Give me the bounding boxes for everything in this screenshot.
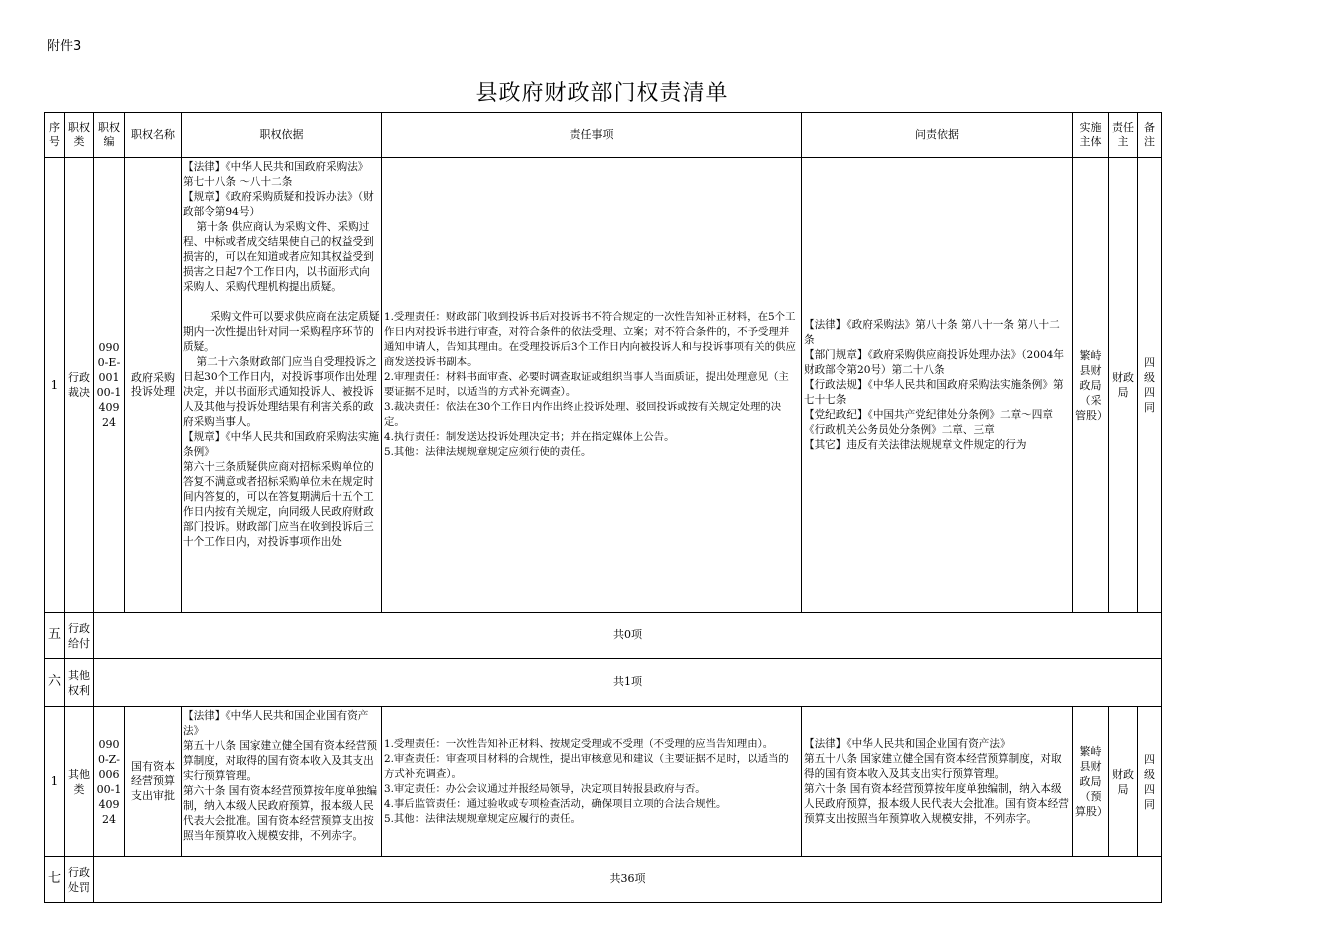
row1-seq: 1 xyxy=(45,158,65,613)
header-accountability: 问责依据 xyxy=(802,113,1073,158)
header-owner: 责任主 xyxy=(1109,113,1138,158)
section-row xyxy=(45,659,1162,707)
row1-subject: 繁峙县财政局（采管股） xyxy=(1073,158,1109,613)
header-basis: 职权依据 xyxy=(182,113,382,158)
section6-num: 六 xyxy=(45,659,65,707)
table-header-row xyxy=(45,113,1162,158)
table-row xyxy=(45,707,1162,857)
section7-num: 七 xyxy=(45,857,65,903)
row2-subject: 繁峙县财政局（预算股） xyxy=(1073,707,1109,857)
row2-owner: 财政局 xyxy=(1109,707,1138,857)
attachment-label: 附件3 xyxy=(47,39,82,54)
table-row xyxy=(45,158,1162,613)
row2-responsibility: 1.受理责任：一次性告知补正材料、按规定受理或不受理（不受理的应当告知理由）。 2.审查责任：审查项目材料的合规性，提出审核意见和建议（主要证据不足时，以适当的方式补充调查）。 3.审定责任：办公会议通过并报经局领导，决定项目转报县政府与否。 4.事后监管责任：通过验收或专项检查活动，确保项目立项的合法合规性。 5.其他：法律法规规章规定应履行的责任。 xyxy=(382,707,802,857)
row2-seq: 1 xyxy=(45,707,65,857)
header-responsibility: 责任事项 xyxy=(382,113,802,158)
row2-code: 0900-Z-00600-140924 xyxy=(94,707,125,857)
section7-label: 行政处罚 xyxy=(65,857,94,903)
header-seq: 序号 xyxy=(45,113,65,158)
row1-basis: 【法律】《中华人民共和国政府采购法》 第七十八条 ～八十二条 【规章】《政府采购质疑和投诉办法》（财政部令第94号） 第十条 供应商认为采购文件、采购过程、中标或者成交结果使自己的权益受到损害的，可以在知道或者应知其权益受到损害之日起7个工作日内，以书面形式向采购人、采购代理机构提出质疑。 采购文件可以要求供应商在法定质疑期内一次性提出针对同一采购程序环节的质疑。 第二十六条财政部门应当自受理投诉之日起30个工作日内，对投诉事项作出处理决定，并以书面形式通知投诉人、被投诉人及其他与投诉处理结果有利害关系的政府采购当事人。 【规章】《中华人民共和国政府采购法实施条例》 第六十三条质疑供应商对招标采购单位的答复不满意或者招标采购单位未在规定时间内答复的，可以在答复期满后十五个工作日内按有关规定，向同级人民政府财政部门投诉。财政部门应当在收到投诉后三十个工作日内，对投诉事项作出处 xyxy=(182,158,382,613)
row1-category: 行政裁决 xyxy=(65,158,94,613)
row2-note: 四级四同 xyxy=(1138,707,1162,857)
row2-basis: 【法律】《中华人民共和国企业国有资产法》 第五十八条 国家建立健全国有资本经营预算制度，对取得的国有资本收入及其支出实行预算管理。 第六十条 国有资本经营预算按年度单独编制，纳入本级人民政府预算，报本级人民代表大会批准。国有资本经营预算支出按照当年预算收入规模安排，不列赤字。 xyxy=(182,707,382,857)
row1-responsibility: 1.受理责任：财政部门收到投诉书后对投诉书不符合规定的一次性告知补正材料，在5个工作日内对投诉书进行审查，对符合条件的依法受理、立案；对不符合条件的，不予受理并通知申请人，告知其理由。在受理投诉后3个工作日内向被投诉人和与投诉事项有关的供应商发送投诉书副本。 2.审理责任：材料书面审查、必要时调查取证或组织当事人当面质证，提出处理意见（主要证据不足时，以适当的方式补充调查）。 3.裁决责任：依法在30个工作日内作出终止投诉处理、驳回投诉或按有关规定处理的决定。 4.执行责任：制发送达投诉处理决定书；并在指定媒体上公告。 5.其他：法律法规规章规定应须行使的责任。 xyxy=(382,158,802,613)
header-name: 职权名称 xyxy=(125,113,182,158)
header-category: 职权类 xyxy=(65,113,94,158)
header-subject: 实施主体 xyxy=(1073,113,1109,158)
row1-code: 0900-E-00100-140924 xyxy=(94,158,125,613)
row2-accountability: 【法律】《中华人民共和国企业国有资产法》 第五十八条 国家建立健全国有资本经营预算制度，对取得的国有资本收入及其支出实行预算管理。 第六十条 国有资本经营预算按年度单独编制，纳入本级人民政府预算，报本级人民代表大会批准。国有资本经营预算支出按照当年预算收入规模安排，不列赤字。 xyxy=(802,707,1073,857)
row1-accountability: 【法律】《政府采购法》第八十条 第八十一条 第八十二条 【部门规章】《政府采购供应商投诉处理办法》（2004年财政部令第20号）第二十八条 【行政法规】《中华人民共和国政府采购法实施条例》第七十七条 【党纪政纪】《中国共产党纪律处分条例》二章～四章 《行政机关公务员处分条例》二章、三章 【其它】违反有关法律法规规章文件规定的行为 xyxy=(802,158,1073,613)
duty-list-table xyxy=(44,112,1162,903)
header-code: 职权编 xyxy=(94,113,125,158)
row1-owner: 财政局 xyxy=(1109,158,1138,613)
section6-count: 共1项 xyxy=(94,659,1162,707)
row2-name: 国有资本经营预算支出审批 xyxy=(125,707,182,857)
section5-count: 共0项 xyxy=(94,613,1162,659)
section-row xyxy=(45,857,1162,903)
section5-label: 行政给付 xyxy=(65,613,94,659)
header-note: 备注 xyxy=(1138,113,1162,158)
row2-category: 其他类 xyxy=(65,707,94,857)
section6-label: 其他权利 xyxy=(65,659,94,707)
section-row xyxy=(45,613,1162,659)
row1-note: 四级四同 xyxy=(1138,158,1162,613)
section7-count: 共36项 xyxy=(94,857,1162,903)
page-title: 县政府财政部门权责清单 xyxy=(475,81,729,106)
section5-num: 五 xyxy=(45,613,65,659)
row1-name: 政府采购投诉处理 xyxy=(125,158,182,613)
